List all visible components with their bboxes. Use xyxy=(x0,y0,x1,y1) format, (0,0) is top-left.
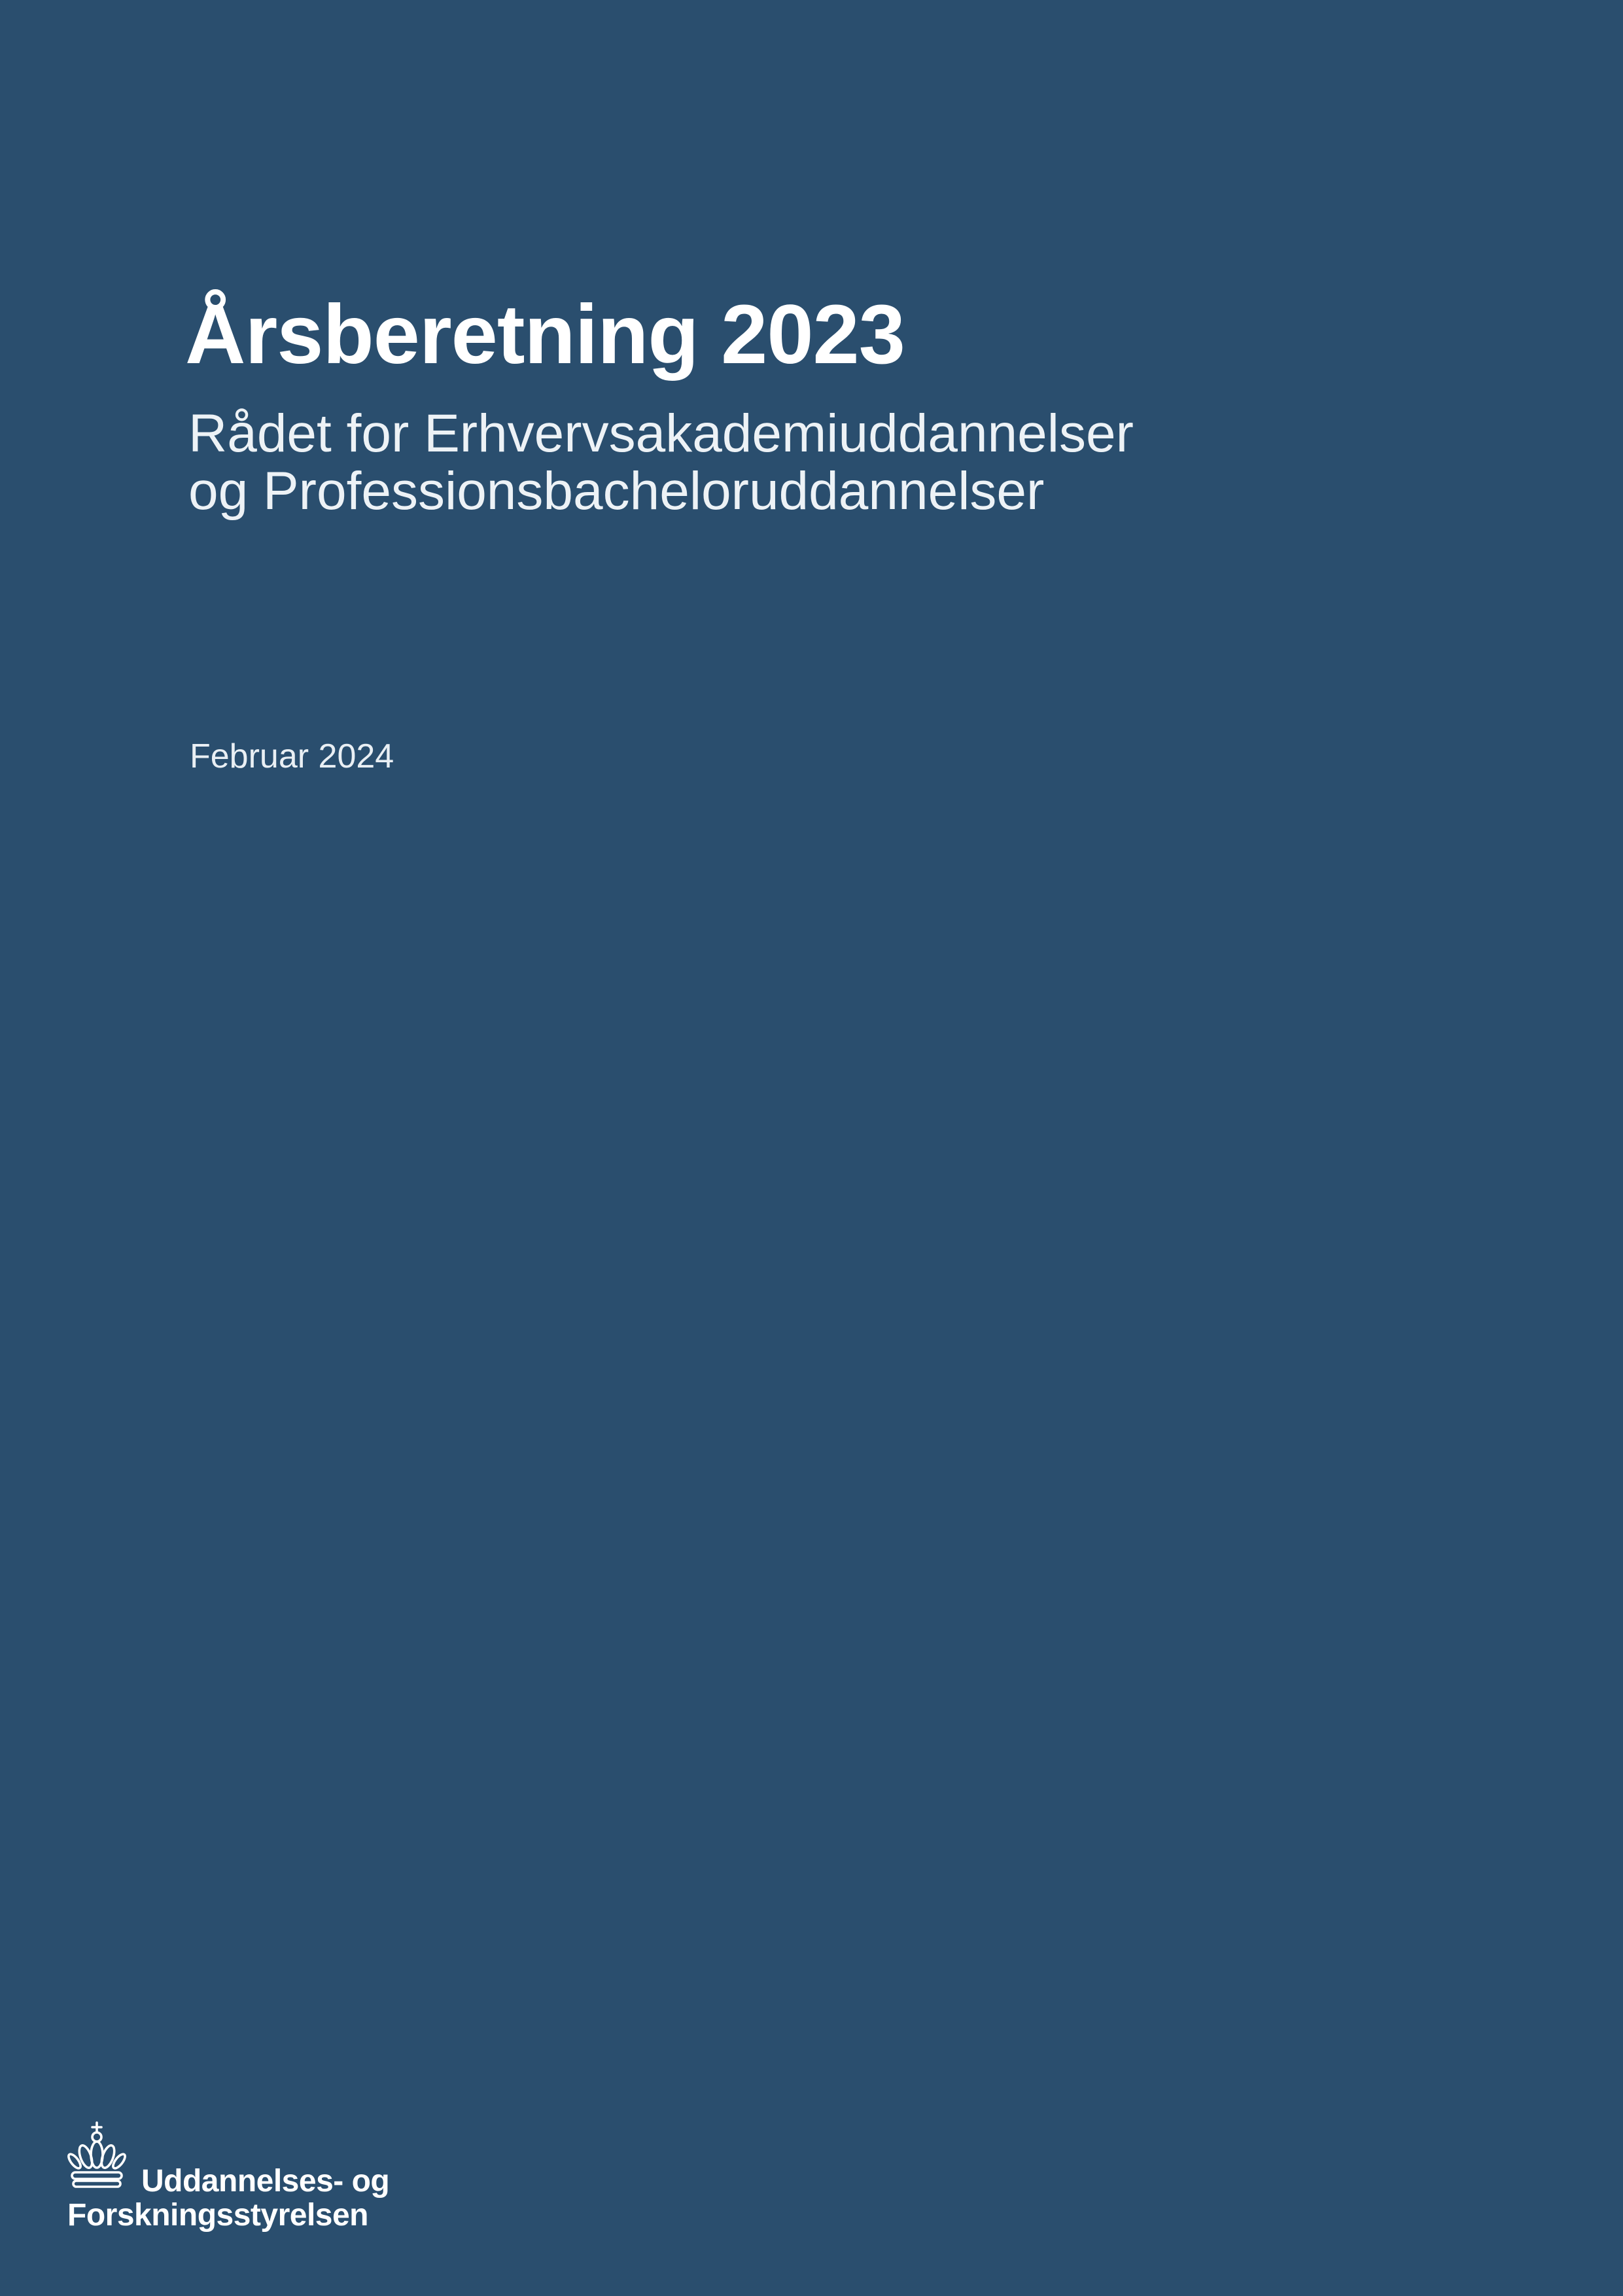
report-title: Årsberetning 2023 xyxy=(185,288,905,381)
crown-icon xyxy=(67,2120,126,2192)
report-subtitle xyxy=(188,405,1134,520)
agency-name-line-2: Forskningsstyrelsen xyxy=(67,2198,368,2233)
subtitle-line-2: og Professionsbacheloruddannelser xyxy=(188,461,1045,521)
publication-date: Februar 2024 xyxy=(190,737,394,775)
agency-logo xyxy=(67,2120,565,2251)
subtitle-line-1: Rådet for Erhvervsakademiuddannelser xyxy=(188,404,1134,463)
agency-name-line-1: Uddannelses- og xyxy=(141,2164,390,2199)
